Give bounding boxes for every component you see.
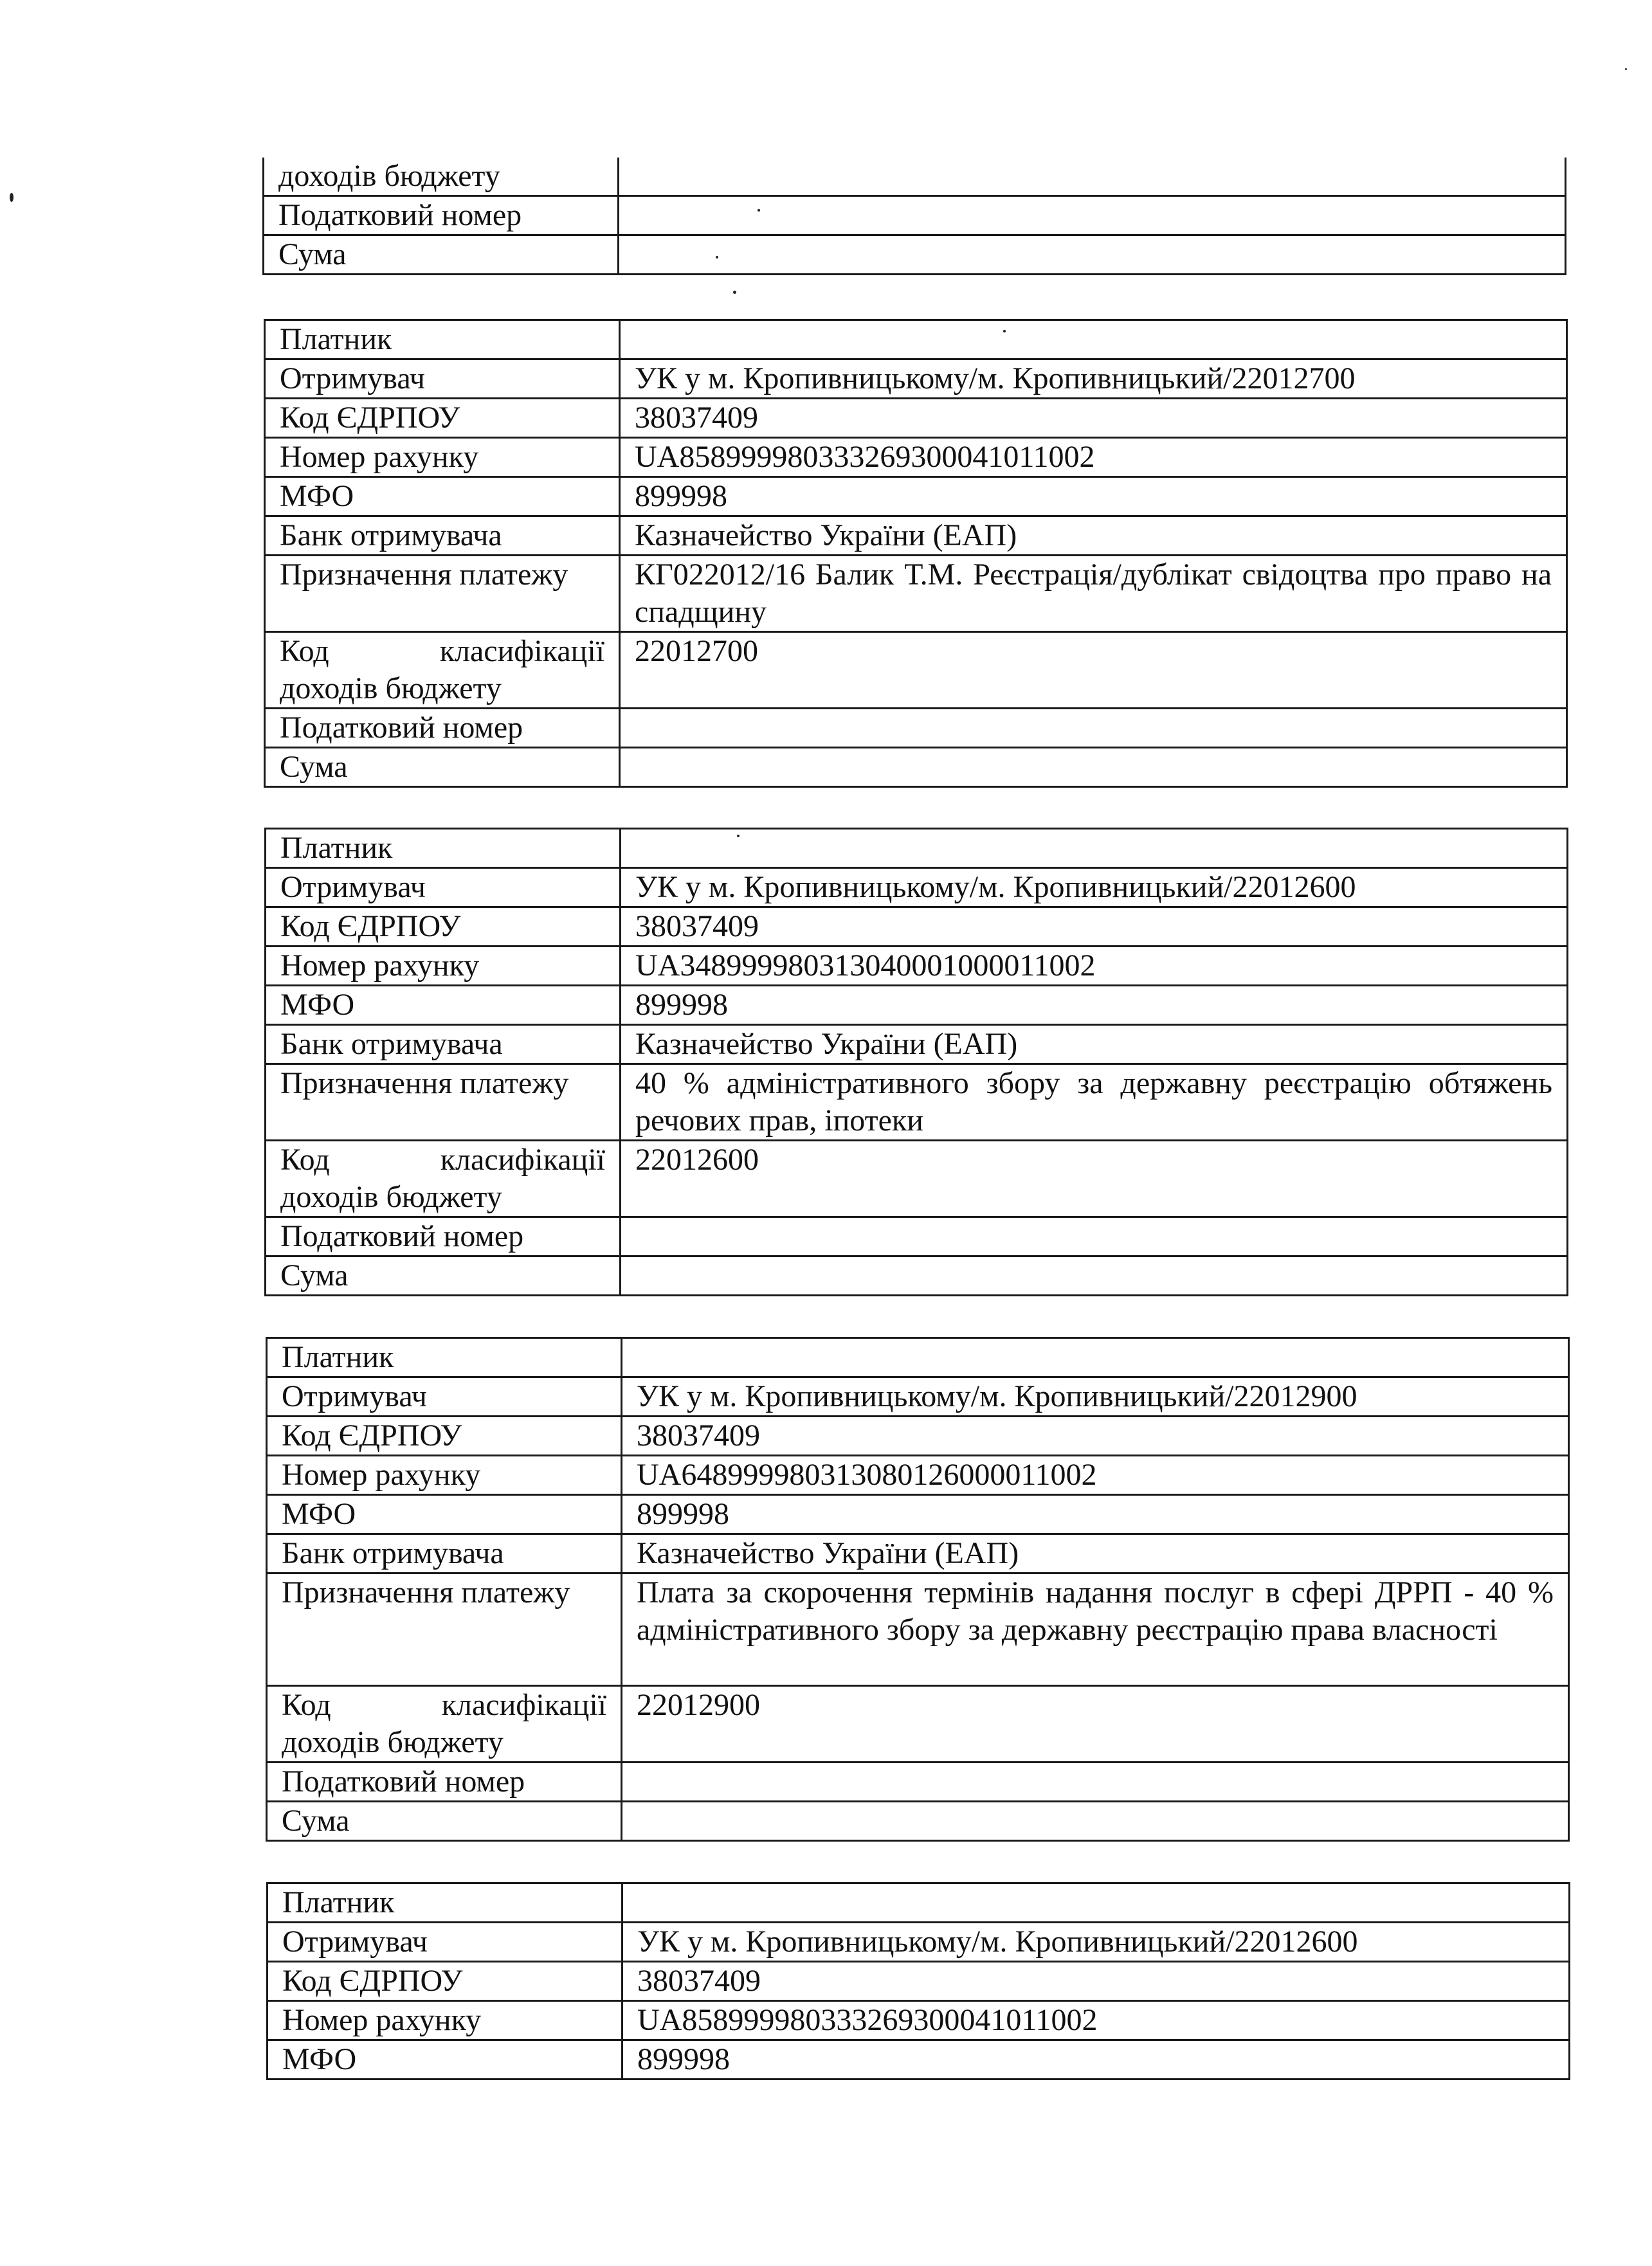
row-label: Податковий номер: [265, 709, 620, 748]
row-value: [620, 320, 1567, 359]
row-value: 899998: [622, 2040, 1570, 2080]
row-value: [622, 1338, 1569, 1377]
row-label: Код ЄДРПОУ: [268, 1962, 622, 2001]
row-value: 22012600: [621, 1141, 1568, 1217]
scan-speck: [1625, 68, 1627, 70]
payment-table-4: [266, 1882, 1570, 2080]
row-label: доходів бюджету: [264, 158, 619, 196]
table-row: [264, 158, 1566, 196]
row-value: [621, 1256, 1568, 1296]
row-label: Платник: [265, 320, 620, 359]
row-label: Банк отримувача: [265, 516, 620, 556]
row-label: Номер рахунку: [265, 438, 620, 477]
row-label: Сума: [264, 235, 619, 275]
row-label: Банк отримувача: [267, 1534, 622, 1573]
table-row: [264, 196, 1566, 235]
row-value: [619, 196, 1566, 235]
row-value: Казначейство України (ЕАП): [621, 1025, 1568, 1064]
scan-speck: [10, 193, 14, 202]
row-value: [621, 829, 1568, 868]
row-label: МФО: [265, 477, 620, 516]
row-label: Банк отримувача: [266, 1025, 621, 1064]
row-value: UA648999980313080126000011002: [622, 1456, 1569, 1495]
row-label: Код класифікації доходів бюджету: [265, 632, 620, 709]
row-label: Сума: [267, 1802, 622, 1841]
row-label: Податковий номер: [266, 1217, 621, 1256]
row-value: [620, 748, 1567, 787]
row-value: УК у м. Кропивницькому/м. Кропивницький/22012600: [621, 868, 1568, 907]
row-label: Податковий номер: [264, 196, 619, 235]
row-value: Казначейство України (ЕАП): [622, 1534, 1569, 1573]
row-label: Код класифікації доходів бюджету: [266, 1141, 621, 1217]
row-value: [619, 235, 1566, 275]
row-value: UA858999980333269300041011002: [620, 438, 1567, 477]
row-value: 38037409: [621, 907, 1568, 947]
scan-speck: [733, 291, 736, 294]
row-value: 899998: [622, 1495, 1569, 1534]
row-value: 22012900: [622, 1686, 1569, 1763]
row-label: Сума: [265, 748, 620, 787]
row-value: Казначейство України (ЕАП): [620, 516, 1567, 556]
row-value: 899998: [620, 477, 1567, 516]
row-value: 899998: [621, 986, 1568, 1025]
payment-table-2: [264, 828, 1568, 1296]
row-label: МФО: [268, 2040, 622, 2080]
row-value: 38037409: [620, 399, 1567, 438]
scan-speck: [737, 835, 740, 837]
row-label: Платник: [266, 829, 621, 868]
row-value: 22012700: [620, 632, 1567, 709]
row-label: Податковий номер: [267, 1763, 622, 1802]
row-value: [621, 1217, 1568, 1256]
row-value: УК у м. Кропивницькому/м. Кропивницький/22012700: [620, 359, 1567, 399]
row-label: Отримувач: [267, 1377, 622, 1417]
payment-table-partial: [262, 158, 1566, 275]
row-label: Код ЄДРПОУ: [265, 399, 620, 438]
row-value: Плата за скорочення термінів надання послуг в сфері ДРРП - 40 % адміністративного збору за державну реєстрацію права власності: [622, 1573, 1569, 1686]
row-label: Код ЄДРПОУ: [266, 907, 621, 947]
row-label: МФО: [266, 986, 621, 1025]
row-label: Сума: [266, 1256, 621, 1296]
row-value: УК у м. Кропивницькому/м. Кропивницький/22012600: [622, 1923, 1570, 1962]
scan-speck: [716, 256, 718, 258]
row-label: Номер рахунку: [267, 1456, 622, 1495]
row-value: 38037409: [622, 1962, 1570, 2001]
row-label: Призначення платежу: [266, 1064, 621, 1141]
row-label: МФО: [267, 1495, 622, 1534]
row-value: 40 % адміністративного збору за державну реєстрацію обтяжень речових прав, іпотеки: [621, 1064, 1568, 1141]
payment-table-1: [264, 319, 1568, 788]
row-value: [619, 158, 1566, 196]
row-label: Номер рахунку: [268, 2001, 622, 2040]
row-label: Номер рахунку: [266, 947, 621, 986]
row-value: УК у м. Кропивницькому/м. Кропивницький/22012900: [622, 1377, 1569, 1417]
row-value: [620, 709, 1567, 748]
row-value: UA348999980313040001000011002: [621, 947, 1568, 986]
row-label: Код ЄДРПОУ: [267, 1417, 622, 1456]
row-value: UA858999980333269300041011002: [622, 2001, 1570, 2040]
row-label: Отримувач: [268, 1923, 622, 1962]
row-label: Призначення платежу: [267, 1573, 622, 1686]
row-label: Призначення платежу: [265, 556, 620, 632]
payment-table-3: [266, 1337, 1570, 1842]
row-value: [622, 1763, 1569, 1802]
row-label: Код класифікації доходів бюджету: [267, 1686, 622, 1763]
row-value: 38037409: [622, 1417, 1569, 1456]
row-label: Платник: [267, 1338, 622, 1377]
row-label: Отримувач: [266, 868, 621, 907]
row-value: [622, 1883, 1570, 1923]
row-value: [622, 1802, 1569, 1841]
scan-speck: [758, 209, 760, 212]
row-value: КГ022012/16 Балик Т.М. Реєстрація/дублікат свідоцтва про право на спадщину: [620, 556, 1567, 632]
table-row: [264, 235, 1566, 275]
scan-speck: [1003, 330, 1006, 332]
row-label: Отримувач: [265, 359, 620, 399]
row-label: Платник: [268, 1883, 622, 1923]
